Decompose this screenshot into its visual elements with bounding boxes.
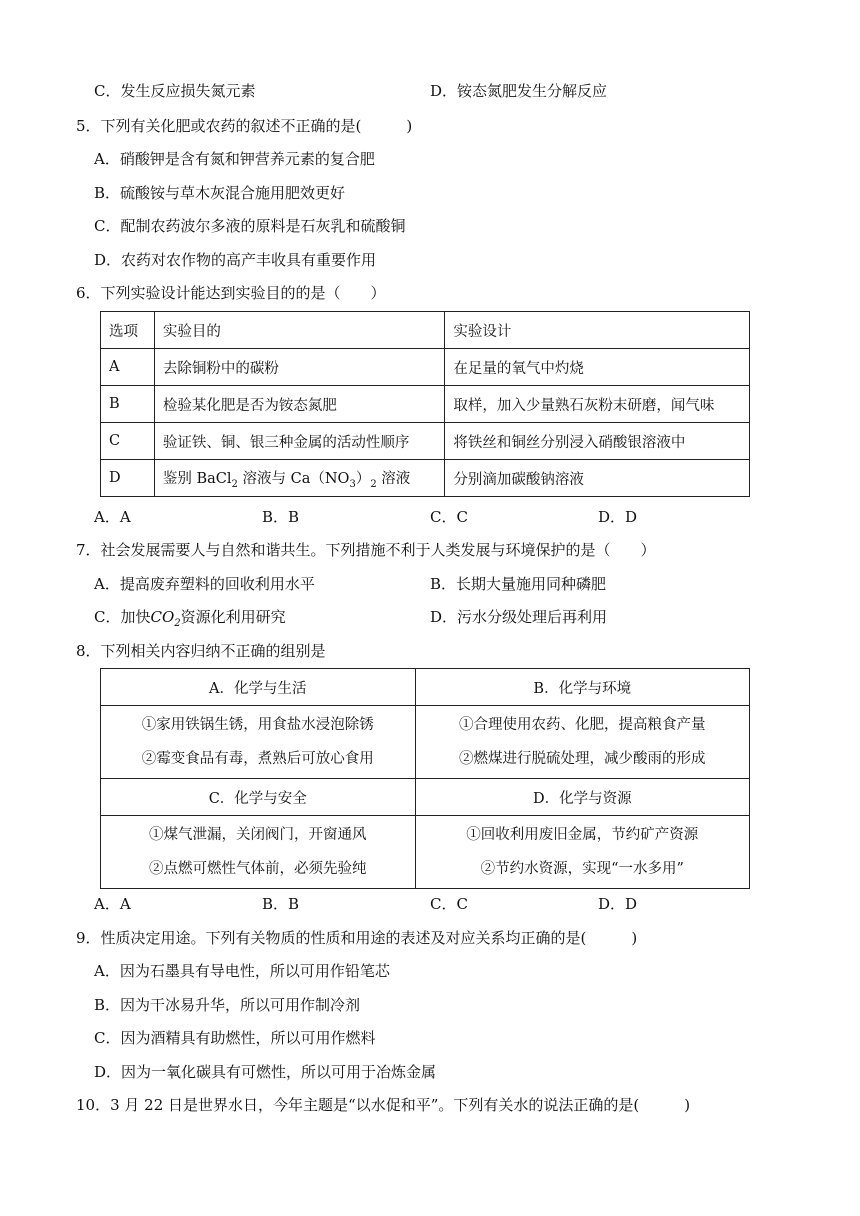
- q6-answer-choices: [94, 507, 754, 527]
- q8-cell-items-c: [101, 816, 416, 889]
- option-text: 资源化利用研究: [180, 608, 286, 626]
- q6-row-purpose: 验证铁、铜、银三种金属的活动性顺序: [154, 423, 445, 460]
- q8-stem: 8．下列相关内容归纳不正确的组别是: [76, 642, 326, 660]
- q9-option-b: B．因为干冰易升华，所以可用作制冷剂: [94, 996, 361, 1014]
- table-row: [101, 816, 750, 889]
- q6-header-option: 选项: [101, 312, 155, 349]
- list-item: ②燃煤进行脱硫处理，减少酸雨的形成: [459, 751, 706, 767]
- q9-option-c: C．因为酒精具有助燃性，所以可用作燃料: [94, 1029, 376, 1047]
- q5-stem: 5．下列有关化肥或农药的叙述不正确的是( ): [76, 117, 413, 135]
- chem-subscript: 2: [370, 478, 377, 490]
- q7-option-c: [94, 607, 286, 634]
- list-item: ②点燃可燃性气体前，必须先验纯: [149, 861, 367, 877]
- q8-cell-title-b: B．化学与环境: [415, 669, 749, 706]
- chem-text: 溶液与 Ca（NO: [237, 470, 350, 487]
- q8-cell-items-b: [415, 706, 749, 779]
- q8-cell-title-d: D．化学与资源: [415, 779, 749, 816]
- table-row: [101, 669, 750, 706]
- q8-table: [100, 668, 750, 889]
- q6-row-purpose: [154, 460, 445, 497]
- answer-choice: B．B: [262, 508, 300, 526]
- q7-stem: 7．社会发展需要人与自然和谐共生。下列措施不利于人类发展与环境保护的是（ ）: [76, 541, 656, 559]
- q6-row-design: 将铁丝和铜丝分别浸入硝酸银溶液中: [445, 423, 750, 460]
- chem-text: 鉴别 BaCl: [162, 470, 232, 487]
- answer-choice: D．D: [598, 895, 638, 913]
- answer-choice: C．C: [430, 895, 468, 913]
- answer-choice: C．C: [430, 508, 468, 526]
- q8-cell-items-a: [101, 706, 416, 779]
- q4-option-d: D．铵态氮肥发生分解反应: [430, 82, 608, 100]
- q6-row-option: B: [101, 386, 155, 423]
- q6-header-purpose: 实验目的: [154, 312, 445, 349]
- table-row: [101, 779, 750, 816]
- q5-option-d: D．农药对农作物的高产丰收具有重要作用: [94, 251, 377, 269]
- q6-header-design: 实验设计: [445, 312, 750, 349]
- q9-stem: 9．性质决定用途。下列有关物质的性质和用途的表述及对应关系均正确的是( ): [76, 929, 638, 947]
- q8-cell-title-c: C．化学与安全: [101, 779, 416, 816]
- answer-choice: A．A: [94, 895, 131, 913]
- q8-answer-choices: [94, 894, 754, 914]
- q7-option-a: A．提高废弃塑料的回收利用水平: [94, 575, 315, 593]
- q9-option-d: D．因为一氧化碳具有可燃性，所以可用于冶炼金属: [94, 1063, 437, 1081]
- list-item: ②节约水资源，实现“一水多用”: [480, 861, 684, 877]
- q4-option-c: C．发生反应损失氮元素: [94, 82, 256, 100]
- list-item: ①合理使用农药、化肥，提高粮食产量: [459, 717, 706, 733]
- chem-subscript: 3: [349, 478, 356, 490]
- q8-cell-items-d: [415, 816, 749, 889]
- q7-option-b: B．长期大量施用同种磷肥: [430, 575, 607, 593]
- list-item: ①回收利用废旧金属，节约矿产资源: [466, 827, 699, 843]
- q6-row-option: D: [101, 460, 155, 497]
- q6-stem: 6．下列实验设计能达到实验目的的是（ ）: [76, 284, 386, 302]
- q6-row-design: 分别滴加碳酸钠溶液: [445, 460, 750, 497]
- q10-stem: 10．3 月 22 日是世界水日，今年主题是“以水促和平”。下列有关水的说法正确的是( ): [76, 1096, 691, 1114]
- q6-row-purpose: 去除铜粉中的碳粉: [154, 349, 445, 386]
- answer-choice: D．D: [598, 508, 638, 526]
- table-row: [101, 312, 750, 349]
- formula-subscript: 2: [174, 618, 181, 629]
- q6-row-purpose: 检验某化肥是否为铵态氮肥: [154, 386, 445, 423]
- list-item: ①煤气泄漏，关闭阀门，开窗通风: [149, 827, 367, 843]
- q7-option-d: D．污水分级处理后再利用: [430, 608, 608, 626]
- chem-text: 溶液: [376, 470, 411, 487]
- q6-row-option: A: [101, 349, 155, 386]
- table-row: [101, 386, 750, 423]
- table-row: [101, 460, 750, 497]
- q6-row-option: C: [101, 423, 155, 460]
- q5-option-a: A．硝酸钾是含有氮和钾营养元素的复合肥: [94, 150, 375, 168]
- chem-subscript: 2: [231, 478, 238, 490]
- table-row: [101, 423, 750, 460]
- answer-choice: A．A: [94, 508, 131, 526]
- q6-row-design: 在足量的氧气中灼烧: [445, 349, 750, 386]
- chem-text: ）: [355, 470, 371, 487]
- q5-option-b: B．硫酸铵与草木灰混合施用肥效更好: [94, 184, 346, 202]
- q6-row-design: 取样，加入少量熟石灰粉末研磨，闻气味: [445, 386, 750, 423]
- answer-choice: B．B: [262, 895, 300, 913]
- table-row: [101, 349, 750, 386]
- list-item: ①家用铁锅生锈，用食盐水浸泡除锈: [141, 717, 374, 733]
- q8-cell-title-a: A．化学与生活: [101, 669, 416, 706]
- q5-option-c: C．配制农药波尔多液的原料是石灰乳和硫酸铜: [94, 217, 406, 235]
- list-item: ②霉变食品有毒，煮熟后可放心食用: [141, 751, 374, 767]
- formula-co2: CO: [150, 608, 175, 626]
- option-text: C．加快: [94, 608, 151, 626]
- q6-table: [100, 311, 750, 497]
- table-row: [101, 706, 750, 779]
- q9-option-a: A．因为石墨具有导电性，所以可用作铅笔芯: [94, 962, 390, 980]
